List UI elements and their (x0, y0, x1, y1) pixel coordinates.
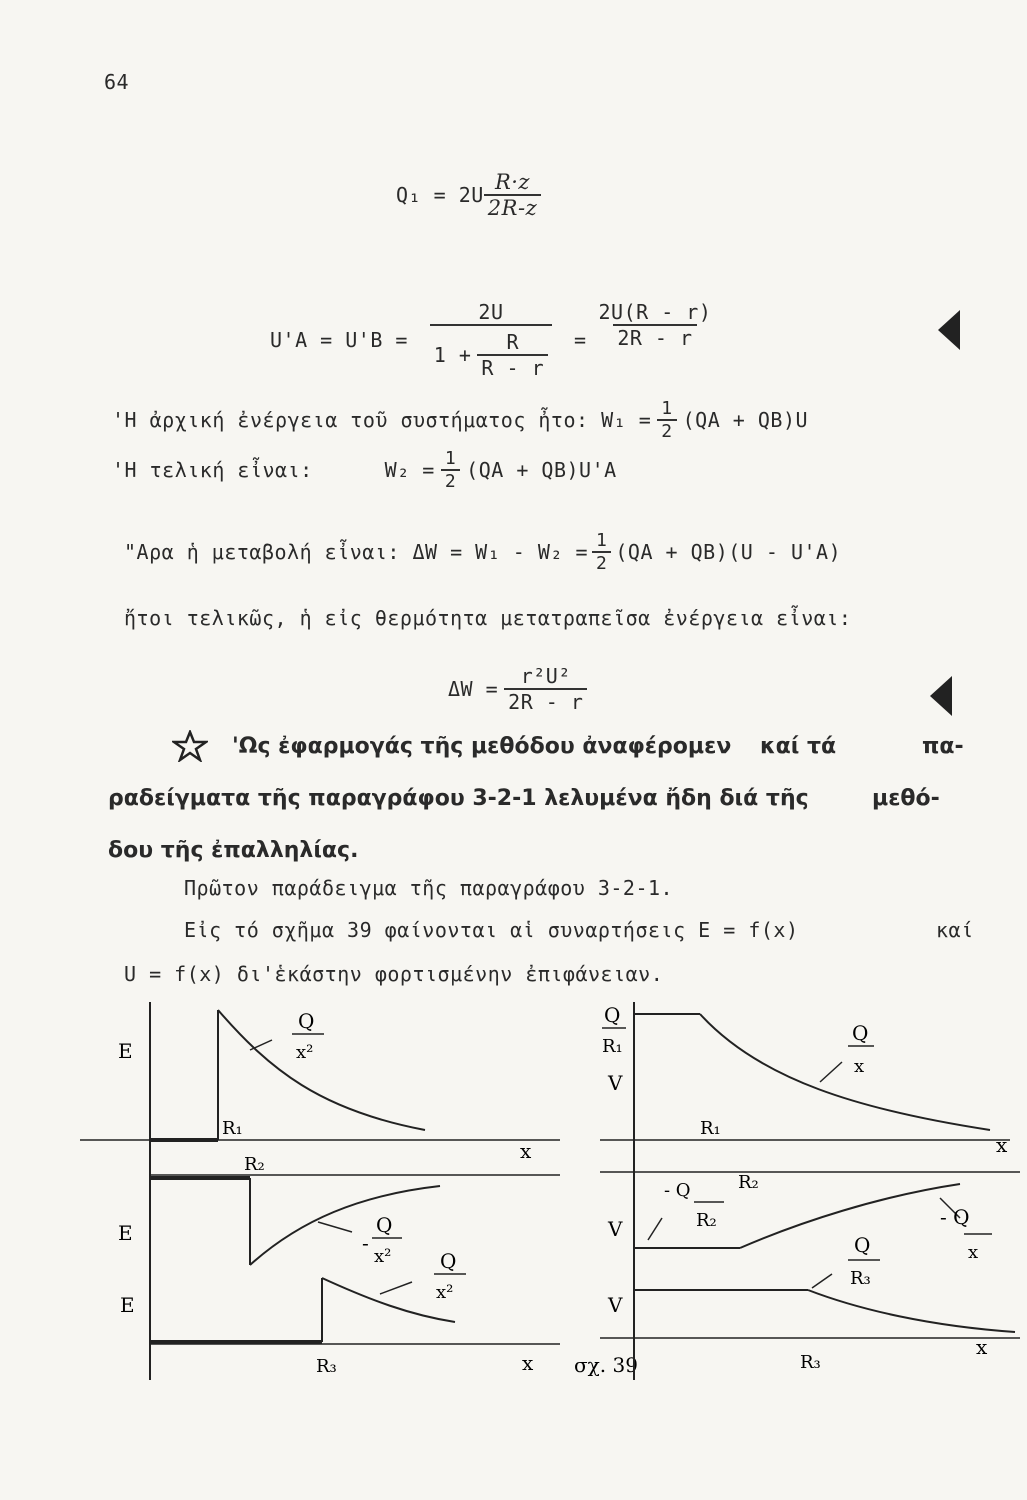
left-q1-den: x² (296, 1042, 314, 1063)
bold-para-line2b: μεθό- (872, 786, 940, 811)
right-label-v3: V (608, 1293, 623, 1317)
left-curve-2 (250, 1186, 440, 1265)
left-label-x1: x (520, 1139, 532, 1163)
equation-ua-frac1-den-pre: 1 + (433, 343, 472, 367)
right-curve-2 (740, 1184, 960, 1248)
right-mqx-num: - Q (940, 1205, 970, 1229)
line-initial-tail: (QA + QB)U (682, 408, 809, 432)
half-den: 2 (657, 419, 676, 442)
para-figure-ref: Εἰς τό σχῆμα 39 φαίνονται αἱ συναρτήσεις E = f(x) (184, 918, 799, 942)
left-q2-num: Q (376, 1213, 393, 1237)
right-qr3-num: Q (854, 1233, 871, 1257)
line-final-text: 'Η τελική εἶναι: (112, 458, 313, 482)
equation-ua-eq: = (573, 328, 587, 352)
equation-ua-frac2-den: 2R - r (613, 324, 696, 350)
line-change-tail: (QA + QB)(U - U'A) (615, 540, 842, 564)
right-qr1-den: R₁ (602, 1036, 623, 1057)
line-change-text: "Αρα ἡ μεταβολή εἶναι: ΔW = W₁ - W₂ = (124, 540, 589, 564)
equation-q1-num: R·z (494, 170, 530, 194)
equation-delta-w-num: r²U² (520, 664, 571, 688)
bold-para-line1a: 'Ως ἐφαρμογάς τῆς μεθόδου ἀναφέρομεν (232, 734, 732, 759)
line-energy-change (124, 530, 841, 574)
equation-ua (270, 300, 715, 380)
para-figure-ref-tail: καί (936, 918, 974, 942)
equation-delta-w-lhs: ΔW = (448, 677, 499, 701)
left-panel (80, 1002, 560, 1380)
right-label-v2: V (608, 1217, 623, 1241)
left-q2-den: x² (374, 1246, 392, 1267)
equation-delta-w (448, 664, 587, 714)
half-num: 1 (596, 530, 608, 551)
equation-q1-lhs: Q₁ = 2U (396, 183, 484, 207)
arrow-leader (820, 1062, 842, 1082)
left-label-x3: x (522, 1351, 534, 1375)
equation-q1-den: 2R-z (484, 194, 541, 220)
right-mqx-den: x (968, 1242, 979, 1263)
figure-39 (0, 990, 1027, 1500)
right-qr3-den: R₃ (850, 1268, 871, 1289)
margin-pointer-marker (938, 310, 960, 350)
left-label-r2: R₂ (244, 1154, 265, 1175)
left-label-r1: R₁ (222, 1118, 243, 1139)
right-panel (600, 1002, 1020, 1380)
right-label-x3: x (976, 1335, 988, 1359)
right-label-r2: R₂ (738, 1172, 759, 1193)
line-final-mid: W₂ = (384, 458, 435, 482)
right-label-v1: V (608, 1071, 623, 1095)
equation-ua-lhs: U'A = U'B = (270, 328, 408, 352)
left-q1-num: Q (298, 1009, 315, 1033)
right-mqr2-den: R₂ (696, 1210, 717, 1231)
right-label-x1: x (996, 1133, 1008, 1157)
right-qx-num: Q (852, 1021, 869, 1045)
arrow-leader (250, 1040, 272, 1050)
left-label-e2: E (118, 1221, 133, 1245)
left-q3-num: Q (440, 1249, 457, 1273)
right-curve-1 (700, 1014, 990, 1130)
right-label-r3: R₃ (800, 1352, 821, 1373)
arrow-leader (380, 1282, 412, 1294)
right-qx-den: x (854, 1056, 865, 1077)
figure-caption: σχ. 39 (574, 1353, 638, 1377)
right-label-r1: R₁ (700, 1118, 721, 1139)
margin-pointer-marker (930, 676, 952, 716)
arrow-leader (318, 1222, 352, 1232)
left-label-r3: R₃ (316, 1356, 337, 1377)
left-label-e1: E (118, 1039, 133, 1063)
left-label-e3: E (120, 1293, 135, 1317)
arrow-leader (812, 1274, 832, 1288)
equation-q1 (396, 170, 541, 220)
left-curve-1 (218, 1010, 425, 1130)
equation-ua-frac1-num: 2U (478, 300, 504, 324)
star-icon (172, 730, 208, 762)
line-initial-energy (112, 398, 808, 442)
equation-ua-inner-den: R - r (477, 354, 548, 380)
right-mqr2-num: - Q (664, 1180, 691, 1201)
half-num: 1 (444, 448, 457, 469)
line-initial-text: 'Η ἀρχική ἐνέργεια τοῦ συστήματος ἦτο: W₁ = (112, 408, 652, 432)
right-curve-3 (808, 1290, 1015, 1332)
right-qr1-num: Q (604, 1003, 621, 1027)
page-number: 64 (104, 70, 130, 94)
line-final-tail: (QA + QB)U'A (466, 458, 617, 482)
line-heat: ἤτοι τελικῶς, ἡ εἰς θερμότητα μετατραπεῖσα ἐνέργεια εἶναι: (124, 606, 852, 630)
half-den: 2 (441, 469, 460, 492)
half-num: 1 (661, 398, 673, 419)
equation-ua-frac2-num: 2U(R - r) (598, 300, 712, 324)
bold-para-line2a: ραδείγματα τῆς παραγράφου 3-2-1 λελυμένα ἤδη διά τῆς (108, 786, 809, 811)
bold-para-line1c: πα- (922, 734, 964, 759)
line-final-energy (112, 448, 617, 492)
bold-para-line3: δου τῆς ἐπαλληλίας. (108, 838, 359, 863)
arrow-leader (648, 1218, 662, 1240)
para-example: Πρῶτον παράδειγμα τῆς παραγράφου 3-2-1. (184, 876, 674, 900)
half-den: 2 (592, 551, 611, 574)
left-q3-den: x² (436, 1282, 454, 1303)
equation-ua-inner-num: R (506, 330, 520, 354)
bold-para-line1b: καί τά (760, 734, 837, 759)
left-q2-sign: - (362, 1231, 369, 1255)
equation-delta-w-den: 2R - r (504, 688, 587, 714)
para-functions: U = f(x) δι'ἑκάστην φορτισμένην ἐπιφάνειαν. (124, 962, 664, 986)
